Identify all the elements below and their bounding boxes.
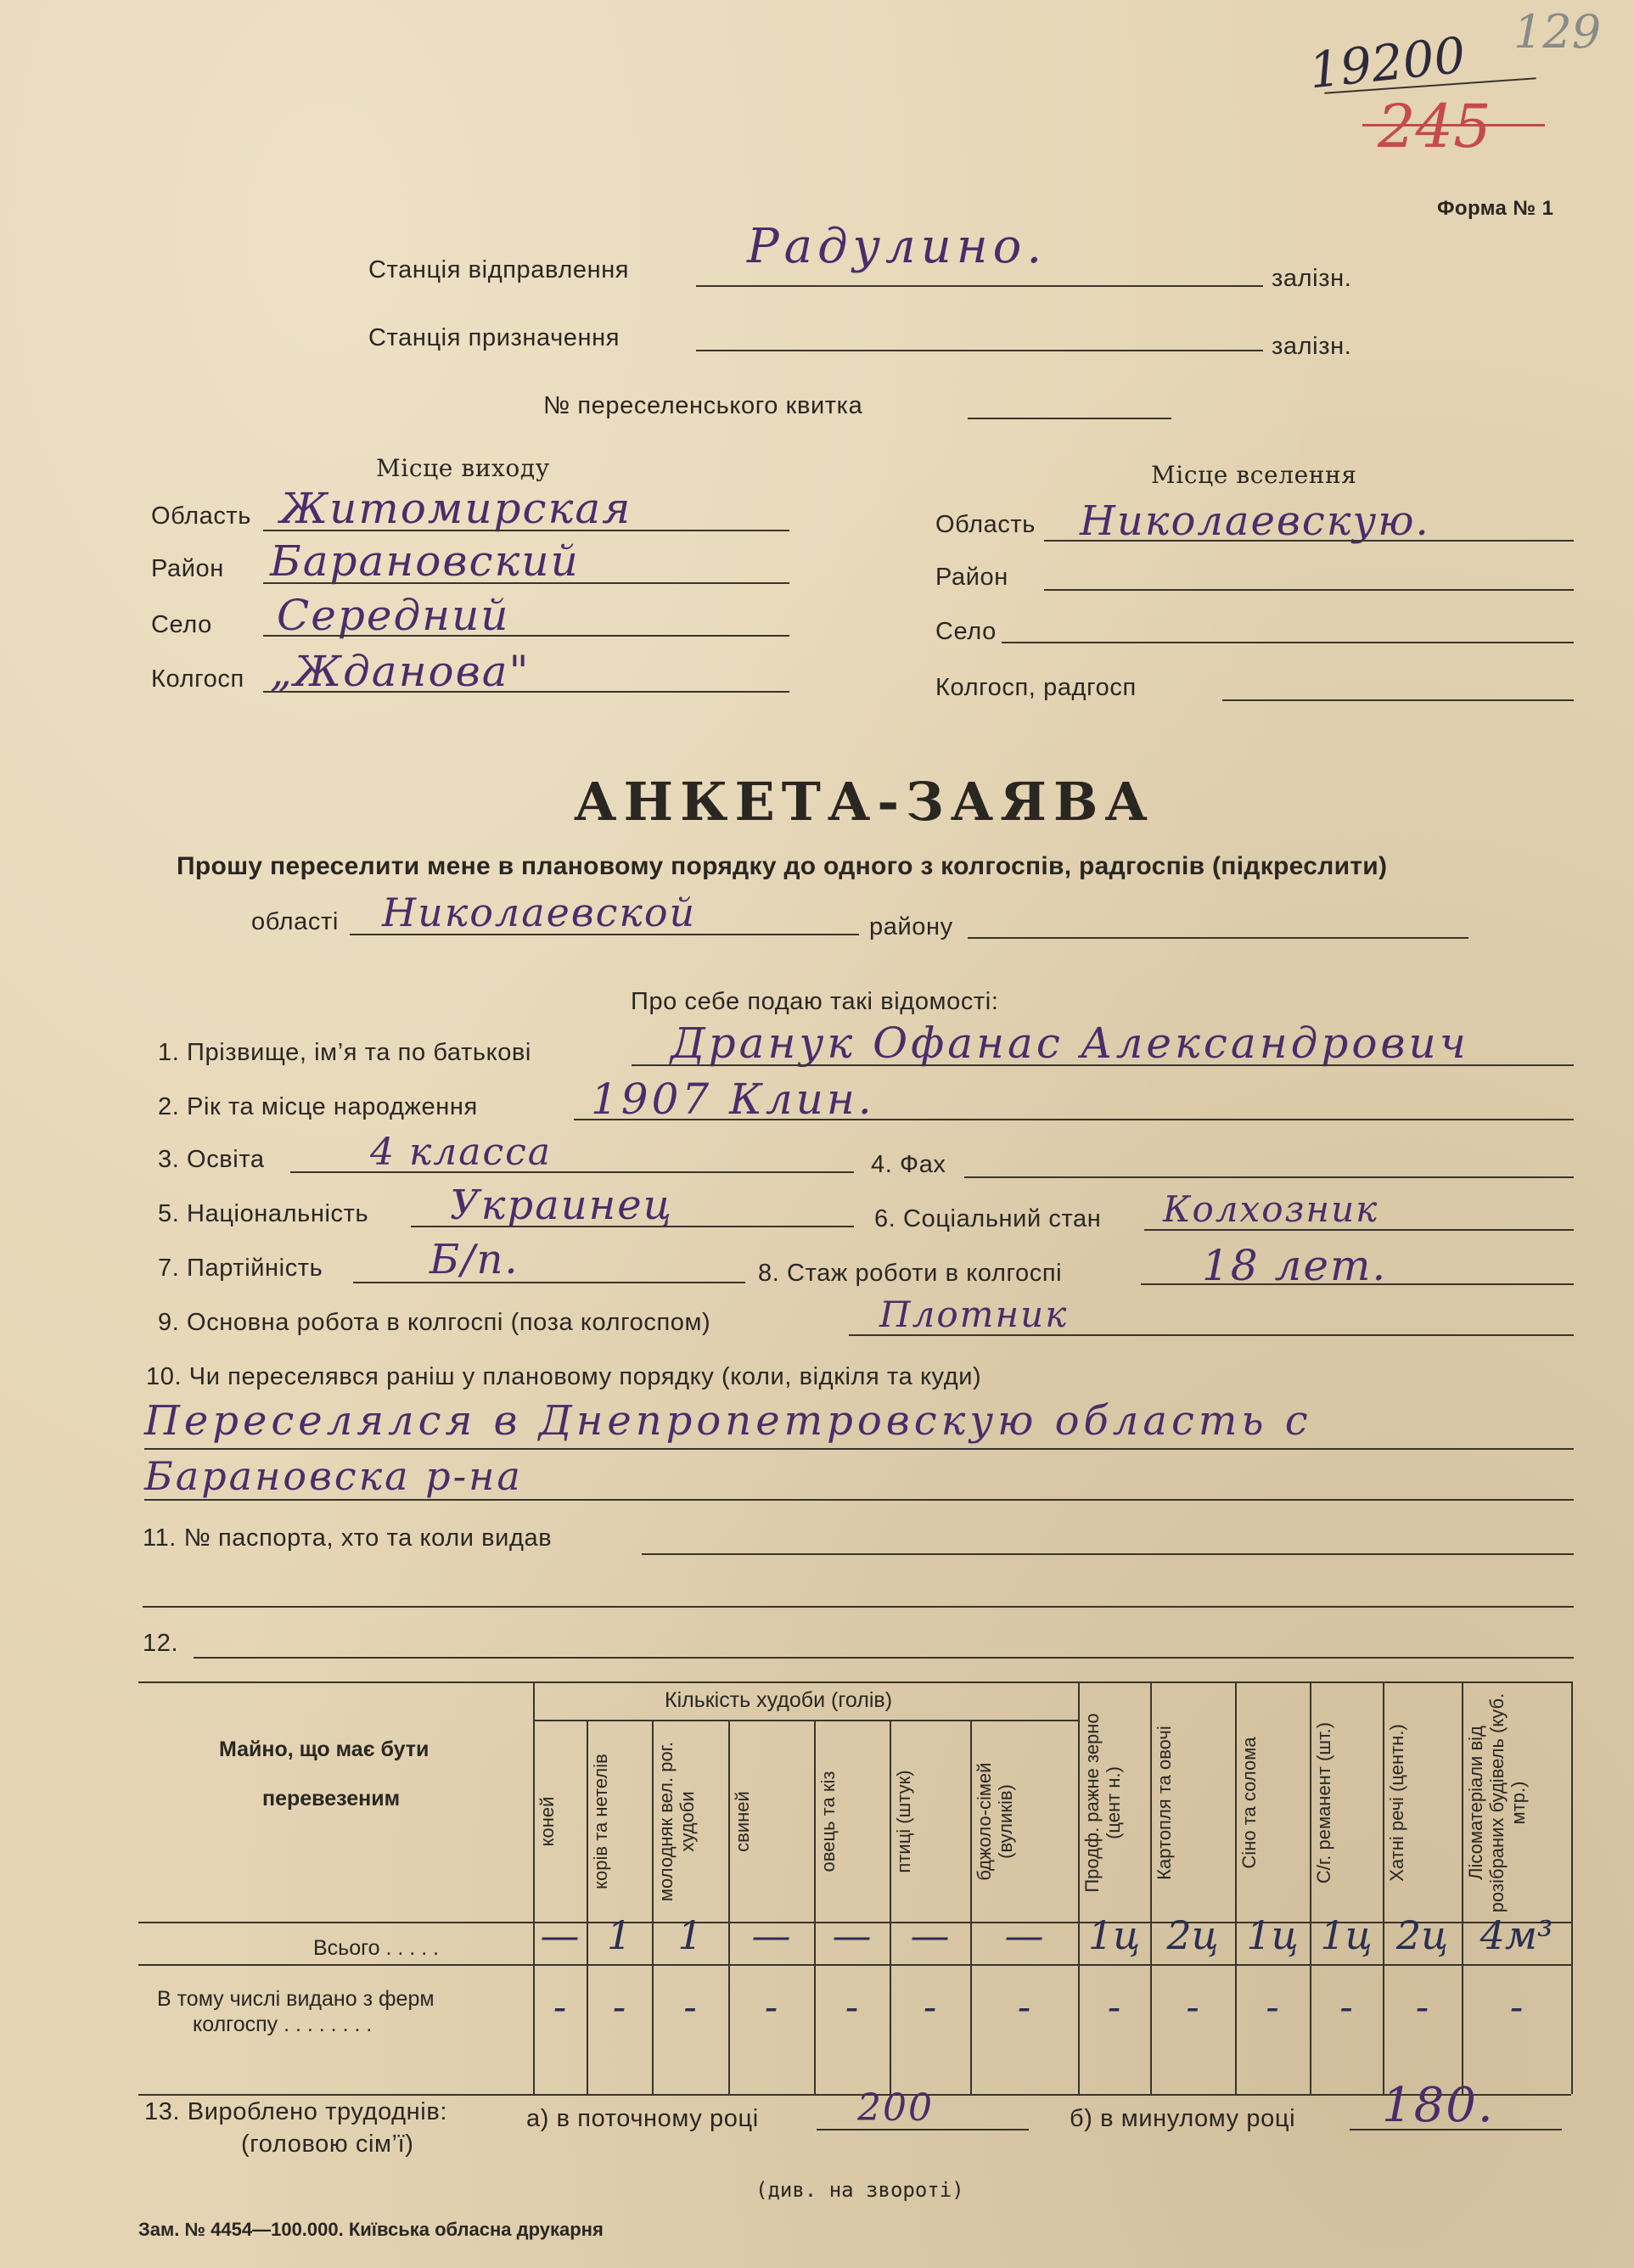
- archive-number-main: 19200: [1306, 25, 1468, 100]
- field-8-value: 18 лет.: [1202, 1241, 1388, 1290]
- field-10-line-2: [144, 1499, 1574, 1501]
- workdays-previous-label: б) в минулому році: [1070, 2105, 1296, 2132]
- origin-selo-value: Середний: [277, 591, 510, 640]
- total-value-text: —: [910, 1912, 950, 1958]
- column-divider: [533, 1681, 535, 2094]
- field-1-value: Дранук Офанас Александрович: [671, 1019, 1469, 1068]
- field-4-line: [964, 1176, 1574, 1178]
- field-2-label: 2. Рік та місце народження: [158, 1093, 478, 1120]
- workdays-label: 13. Вироблено трудоднів:: [144, 2098, 448, 2125]
- total-value-text: 4м³: [1480, 1912, 1553, 1958]
- column-header-10: Сіно та солома: [1238, 1737, 1260, 1869]
- total-value-text: 1: [677, 1912, 703, 1958]
- field-10-label: 10. Чи переселявся раніш у плановому порядку (коли, відкіля та куди): [146, 1363, 982, 1390]
- origin-raion-line: [263, 582, 789, 584]
- total-value-text: 1: [606, 1912, 632, 1958]
- column-header-13: Лісоматеріали від розібраних будівель (куб. мтр.): [1465, 1693, 1529, 1913]
- column-header-11: С/г. реманент (шт.): [1313, 1721, 1334, 1884]
- request-oblast-label: області: [251, 908, 339, 935]
- request-oblast-value: Николаевской: [382, 890, 697, 935]
- field-8-line: [1141, 1283, 1574, 1285]
- destination-selo-line: [1002, 642, 1574, 643]
- column-header-5: овець та кіз: [817, 1771, 839, 1872]
- field-11-label: 11. № паспорта, хто та коли видав: [143, 1524, 553, 1552]
- column-divider: [970, 1720, 972, 2094]
- field-5-line: [411, 1226, 854, 1227]
- column-divider: [587, 1720, 588, 2094]
- livestock-header-underline: [533, 1720, 1078, 1721]
- column-header-6: птиці (штук): [893, 1770, 914, 1873]
- column-header-2: корів та нетелів: [590, 1754, 611, 1889]
- table-top-border: [138, 1681, 1571, 1683]
- total-label: Всього . . . . .: [313, 1936, 440, 1960]
- property-header-2: перевезеним: [262, 1787, 401, 1810]
- workdays-current-label: а) в поточному році: [526, 2105, 759, 2132]
- column-divider: [1383, 1681, 1384, 2094]
- destination-oblast-value: Николаевскую.: [1080, 497, 1430, 545]
- archive-number-red: 245: [1378, 92, 1491, 161]
- field-3-value: 4 класса: [370, 1131, 553, 1174]
- field-5-label: 5. Національність: [158, 1200, 369, 1227]
- departure-station-label: Станція відправлення: [368, 256, 630, 284]
- departure-station-value: Радулино.: [747, 219, 1047, 274]
- field-8-label: 8. Стаж роботи в колгоспі: [758, 1260, 1063, 1287]
- destination-oblast-line: [1044, 540, 1574, 542]
- workdays-previous-value: 180.: [1382, 2078, 1495, 2133]
- origin-selo-label: Село: [151, 611, 212, 638]
- total-value-text: 1ц: [1087, 1912, 1141, 1958]
- field-5-value: Украинец: [450, 1182, 674, 1229]
- column-header-4: свиней: [732, 1791, 753, 1852]
- origin-kolhosp-value: „Жданова": [270, 647, 531, 696]
- origin-kolhosp-line: [263, 691, 789, 693]
- form-number: Форма № 1: [1437, 197, 1554, 220]
- red-strike: [1362, 124, 1545, 126]
- total-value-text: 2ц: [1166, 1912, 1219, 1958]
- field-1-label: 1. Прізвище, ім’я та по батькові: [158, 1039, 531, 1066]
- origin-raion-value: Барановский: [270, 536, 580, 586]
- farm-value-text: -: [1509, 1984, 1524, 2029]
- column-header-7: бджоло-сімей (вуликів): [974, 1762, 1016, 1881]
- table-bottom-border: [138, 2094, 1571, 2096]
- workdays-current-line: [817, 2129, 1029, 2130]
- column-divider: [1150, 1681, 1152, 2094]
- workdays-previous-line: [1350, 2129, 1562, 2130]
- farm-value-text: -: [1266, 1984, 1279, 2029]
- column-divider: [1235, 1681, 1237, 2094]
- farm-label-1: В тому числі видано з ферм: [157, 1987, 435, 2011]
- origin-kolhosp-label: Колгосп: [151, 665, 244, 693]
- destination-rail-suffix: залізн.: [1272, 333, 1352, 360]
- field-12-label: 12.: [143, 1630, 179, 1657]
- destination-oblast-label: Область: [935, 511, 1036, 538]
- total-value-text: 1ц: [1246, 1912, 1299, 1958]
- field-7-label: 7. Партійність: [158, 1255, 323, 1282]
- column-header-1: коней: [536, 1796, 558, 1847]
- archive-number-top: 129: [1513, 5, 1602, 59]
- workdays-current-value: 200: [857, 2086, 934, 2130]
- printer-imprint: Зам. № 4454—100.000. Київська обласна друкарня: [138, 2219, 604, 2240]
- farm-value-text: -: [683, 1984, 697, 2029]
- total-row-bottom-border: [138, 1964, 1571, 1966]
- total-value-text: 2ц: [1395, 1912, 1449, 1958]
- farm-value-text: -: [923, 1984, 937, 2029]
- origin-heading: Місце виходу: [376, 454, 550, 482]
- total-value-text: 1ц: [1320, 1912, 1373, 1958]
- destination-selo-label: Село: [935, 618, 997, 645]
- origin-oblast-value: Житомирская: [280, 484, 632, 533]
- field-10-value-1: Переселялся в Днепропетровскую область с: [144, 1397, 1312, 1445]
- farm-label-2: колгоспу . . . . . . . .: [193, 2013, 373, 2036]
- farm-value-text: -: [764, 1984, 778, 2029]
- see-back-note: (див. на звороті): [755, 2178, 964, 2202]
- livestock-header: Кількість худоби (голів): [665, 1688, 893, 1712]
- field-4-label: 4. Фах: [871, 1151, 946, 1178]
- total-value-text: —: [540, 1912, 580, 1958]
- farm-value-text: -: [1186, 1984, 1199, 2029]
- total-value-text: —: [1004, 1912, 1044, 1958]
- destination-kolhosp-line: [1222, 699, 1574, 701]
- property-header-1: Майно, що має бути: [219, 1737, 430, 1761]
- origin-oblast-line: [263, 530, 789, 531]
- destination-station-line: [696, 350, 1263, 351]
- origin-selo-line: [263, 635, 789, 637]
- field-9-line: [849, 1334, 1574, 1336]
- column-divider: [728, 1720, 730, 2094]
- field-11-line-2: [143, 1606, 1574, 1608]
- ticket-number-label: № переселенського квитка: [543, 392, 863, 419]
- field-3-line: [290, 1171, 854, 1173]
- request-raion-line: [968, 937, 1468, 939]
- farm-value-text: -: [845, 1984, 859, 2029]
- column-header-9: Картопля та овочі: [1154, 1726, 1175, 1880]
- field-10-line-1: [144, 1448, 1574, 1450]
- total-value-text: —: [751, 1912, 791, 1958]
- destination-raion-line: [1044, 589, 1574, 591]
- farm-value-text: -: [1107, 1984, 1121, 2029]
- origin-raion-label: Район: [151, 555, 224, 582]
- total-value-text: —: [832, 1912, 872, 1958]
- farm-value-text: -: [1017, 1984, 1031, 2029]
- column-header-12: Хатні речі (центн.): [1386, 1724, 1407, 1882]
- field-6-label: 6. Соціальний стан: [874, 1205, 1102, 1232]
- column-divider: [1310, 1681, 1311, 2094]
- origin-oblast-label: Область: [151, 502, 252, 530]
- destination-station-label: Станція призначення: [368, 324, 620, 351]
- farm-value-text: -: [553, 1984, 567, 2029]
- field-2-line: [574, 1119, 1574, 1120]
- field-6-line: [1144, 1229, 1574, 1231]
- request-oblast-line: [350, 934, 859, 935]
- column-divider: [890, 1720, 891, 2094]
- ticket-number-line: [968, 418, 1171, 419]
- column-divider: [814, 1720, 816, 2094]
- farm-value-text: -: [1339, 1984, 1353, 2029]
- column-header-3: молодняк вел. рог. худоби: [655, 1741, 698, 1902]
- column-divider: [1571, 1681, 1573, 2094]
- field-1-line: [632, 1064, 1574, 1066]
- workdays-sub: (головою сім’ї): [241, 2130, 414, 2158]
- column-divider: [1078, 1681, 1080, 2094]
- departure-station-line: [696, 285, 1263, 287]
- request-raion-label: району: [869, 913, 953, 940]
- field-6-value: Колхозник: [1163, 1188, 1379, 1230]
- field-2-value: 1907 Клин.: [591, 1075, 875, 1124]
- field-11-line-1: [642, 1553, 1574, 1555]
- departure-rail-suffix: залізн.: [1272, 265, 1352, 292]
- farm-value-text: -: [612, 1984, 626, 2029]
- field-9-label: 9. Основна робота в колгоспі (поза колгоспом): [158, 1309, 711, 1336]
- field-3-label: 3. Освіта: [158, 1146, 265, 1173]
- form-title: АНКЕТА-ЗАЯВА: [574, 771, 1154, 833]
- field-9-value: Плотник: [879, 1294, 1069, 1335]
- field-7-line: [353, 1282, 745, 1283]
- destination-heading: Місце вселення: [1151, 461, 1357, 489]
- intro-text: Про себе подаю такі відомості:: [631, 988, 999, 1015]
- field-7-value: Б/п.: [430, 1236, 519, 1283]
- request-text: Прошу переселити мене в плановому порядку до одного з колгоспів, радгоспів (підкреслити): [177, 852, 1388, 880]
- property-table: [138, 1681, 1571, 2094]
- destination-raion-label: Район: [935, 564, 1008, 591]
- destination-kolhosp-label: Колгосп, радгосп: [935, 674, 1137, 701]
- column-divider: [652, 1720, 654, 2094]
- column-header-8: Продф. ражне зерно (цент н.): [1081, 1713, 1124, 1893]
- column-divider: [1462, 1681, 1463, 2094]
- field-10-value-2: Барановска р-на: [144, 1453, 523, 1499]
- field-12-line: [194, 1657, 1574, 1659]
- farm-value-text: -: [1415, 1984, 1429, 2029]
